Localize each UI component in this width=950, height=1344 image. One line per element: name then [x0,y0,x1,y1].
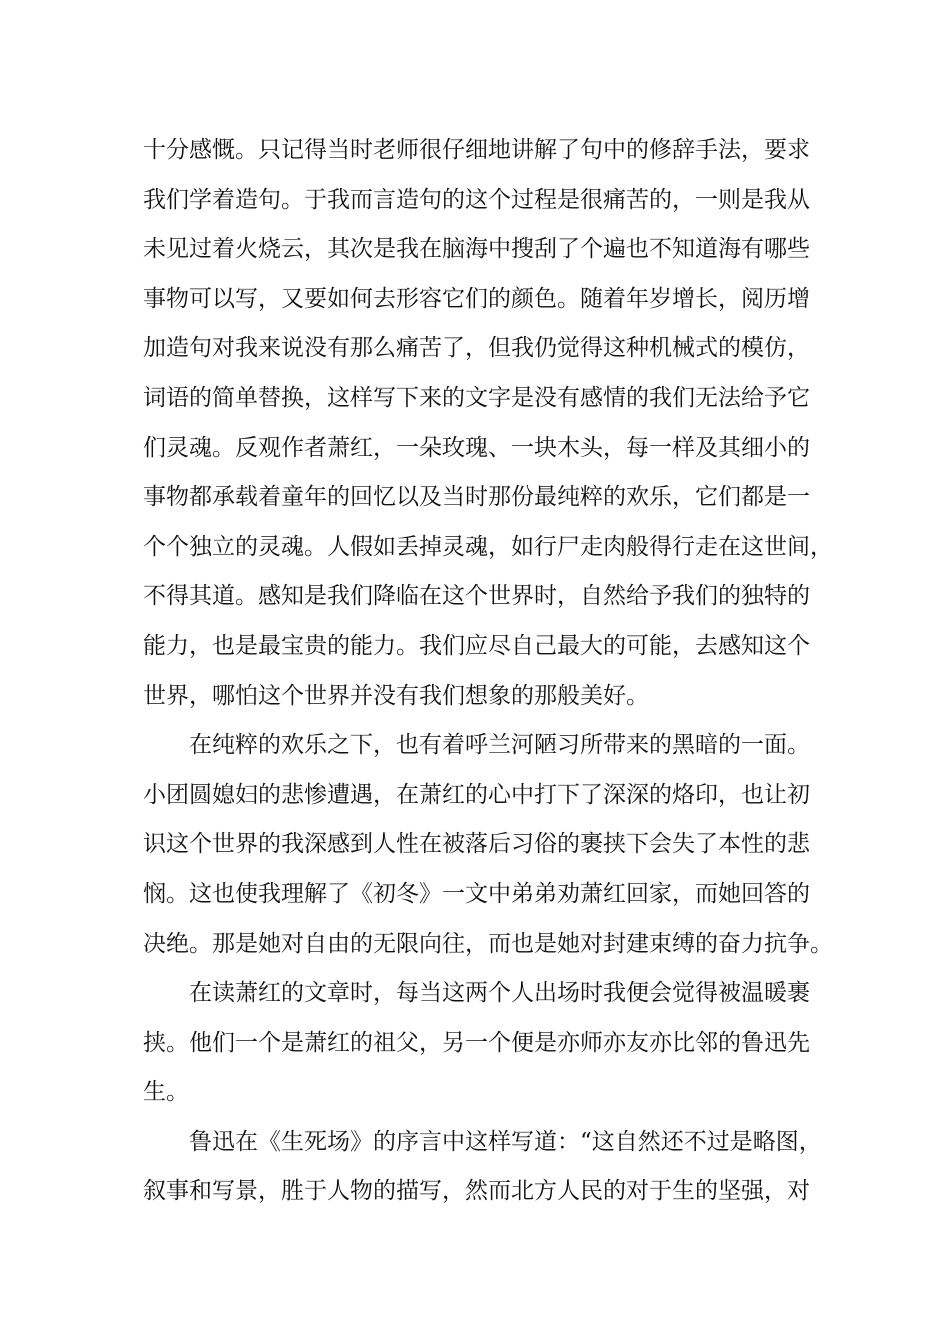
text-line: 生。 [143,1079,189,1106]
text-line: 我们学着造句。于我而言造句的这个过程是很痛苦的，一则是我从 [143,186,810,213]
text-line: 悯。这也使我理解了《初冬》一文中弟弟劝萧红回家，而她回答的 [143,880,810,907]
text-line: 词语的简单替换，这样写下来的文字是没有感情的我们无法给予它 [143,384,810,411]
text-line: 个个独立的灵魂。人假如丢掉灵魂，如行尸走肉般得行走在这世间， [143,533,833,560]
text-line: 事物都承载着童年的回忆以及当时那份最纯粹的欢乐，它们都是一 [143,484,810,511]
text-line: 加造句对我来说没有那么痛苦了，但我仍觉得这种机械式的模仿， [143,335,810,362]
text-line: 事物可以写，又要如何去形容它们的颜色。随着年岁增长，阅历增 [143,285,810,312]
text-line: 十分感慨。只记得当时老师很仔细地讲解了句中的修辞手法，要求 [143,137,810,163]
text-line: 世界，哪怕这个世界并没有我们想象的那般美好。 [143,682,649,709]
text-line: 小团圆媳妇的悲惨遭遇，在萧红的心中打下了深深的烙印，也让初 [143,781,810,808]
text-line: 在读萧红的文章时，每当这两个人出场时我便会觉得被温暖裹 [189,980,810,1007]
document-body [143,126,833,1217]
text-line: 叙事和写景，胜于人物的描写，然而北方人民的对于生的坚强，对 [143,1178,810,1205]
text-line: 未见过着火烧云，其次是我在脑海中搜刮了个遍也不知道海有哪些 [143,236,810,263]
text-line: 决绝。那是她对自由的无限向往，而也是她对封建束缚的奋力抗争。 [143,930,833,957]
text-line: 在纯粹的欢乐之下，也有着呼兰河陋习所带来的黑暗的一面。 [189,732,810,759]
text-line: 不得其道。感知是我们降临在这个世界时，自然给予我们的独特的 [143,583,810,610]
text-line: 们灵魂。反观作者萧红，一朵玫瑰、一块木头，每一样及其细小的 [143,434,810,461]
text-line: 能力，也是最宝贵的能力。我们应尽自己最大的可能，去感知这个 [143,632,810,659]
text-line: 挟。他们一个是萧红的祖父，另一个便是亦师亦友亦比邻的鲁迅先 [143,1029,810,1056]
text-line: 识这个世界的我深感到人性在被落后习俗的裹挟下会失了本性的悲 [143,831,810,858]
text-line: 鲁迅在《生死场》的序言中这样写道：“这自然还不过是略图， [189,1128,822,1155]
